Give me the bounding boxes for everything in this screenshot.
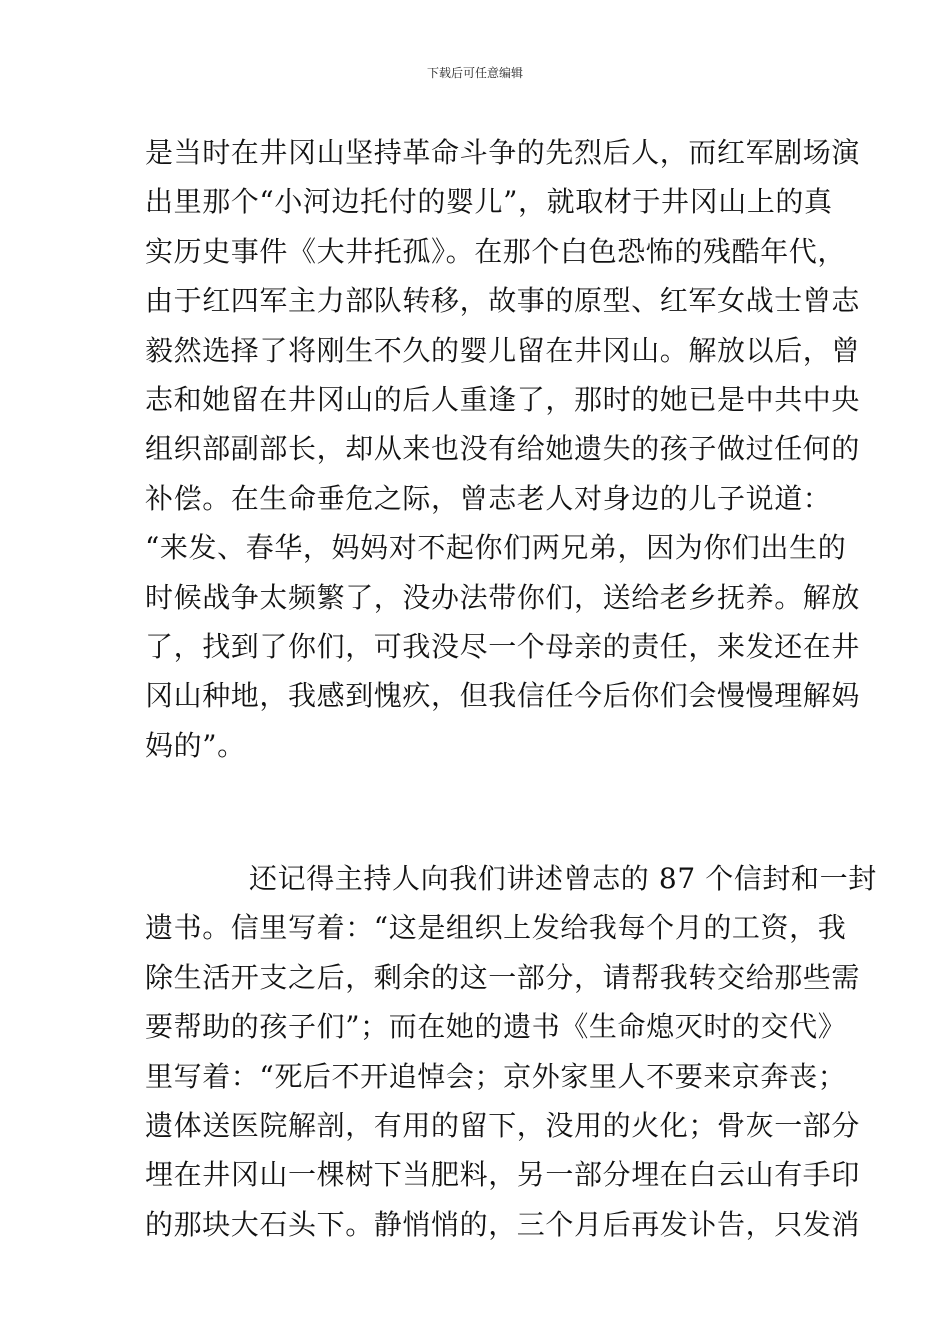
text-line: 遗书。信里写着：“这是组织上发给我每个月的工资，我	[145, 911, 847, 945]
text-line: 要帮助的孩子们”；而在她的遗书《生命熄灭时的交代》	[145, 1010, 847, 1044]
text-line: 由于红四军主力部队转移，故事的原型、红军女战士曾志	[145, 284, 861, 318]
text-line: 了，找到了你们，可我没尽一个母亲的责任，来发还在井	[145, 629, 861, 663]
text-line: 补偿。在生命垂危之际，曾志老人对身边的儿子说道：	[145, 481, 832, 515]
text-line: 埋在井冈山一棵树下当肥料，另一部分埋在白云山有手印	[145, 1158, 861, 1192]
text-line: 遗体送医院解剖，有用的留下，没用的火化；骨灰一部分	[145, 1109, 861, 1143]
text-line: “来发、春华，妈妈对不起你们两兄弟，因为你们出生的	[145, 531, 847, 565]
text-line: 是当时在井冈山坚持革命斗争的先烈后人，而红军剧场演	[145, 136, 861, 169]
paragraph-gap	[145, 770, 807, 854]
text-line: 出里那个“小河边托付的婴儿”，就取材于井冈山上的真	[145, 185, 833, 219]
text-line: 实历史事件《大井托孤》。在那个白色恐怖的残酷年代，	[145, 234, 847, 268]
text-line: 志和她留在井冈山的后人重逢了，那时的她已是中共中央	[145, 382, 861, 416]
text-line: 毅然选择了将刚生不久的婴儿留在井冈山。解放以后，曾	[145, 333, 861, 367]
text-line: 的那块大石头下。静悄悄的，三个月后再发讣告，只发消	[145, 1207, 861, 1241]
text-line-indented: 还记得主持人向我们讲述曾志的 87 个信封和一封	[249, 862, 877, 896]
text-line: 时候战争太频繁了，没办法带你们，送给老乡抚养。解放	[145, 580, 861, 614]
text-line: 妈的”。	[145, 728, 246, 762]
text-line: 组织部副部长，却从来也没有给她遗失的孩子做过任何的	[145, 432, 861, 466]
page-header: 下载后可任意编辑	[426, 66, 523, 80]
text-line: 里写着：“死后不开追悼会；京外家里人不要来京奔丧；	[145, 1059, 847, 1093]
text-line: 除生活开支之后，剩余的这一部分，请帮我转交给那些需	[145, 960, 861, 994]
paragraph-2	[145, 854, 877, 1249]
document-body	[145, 128, 877, 1249]
paragraph-1	[145, 128, 861, 770]
text-line: 冈山种地，我感到愧疚，但我信任今后你们会慢慢理解妈	[145, 679, 861, 713]
